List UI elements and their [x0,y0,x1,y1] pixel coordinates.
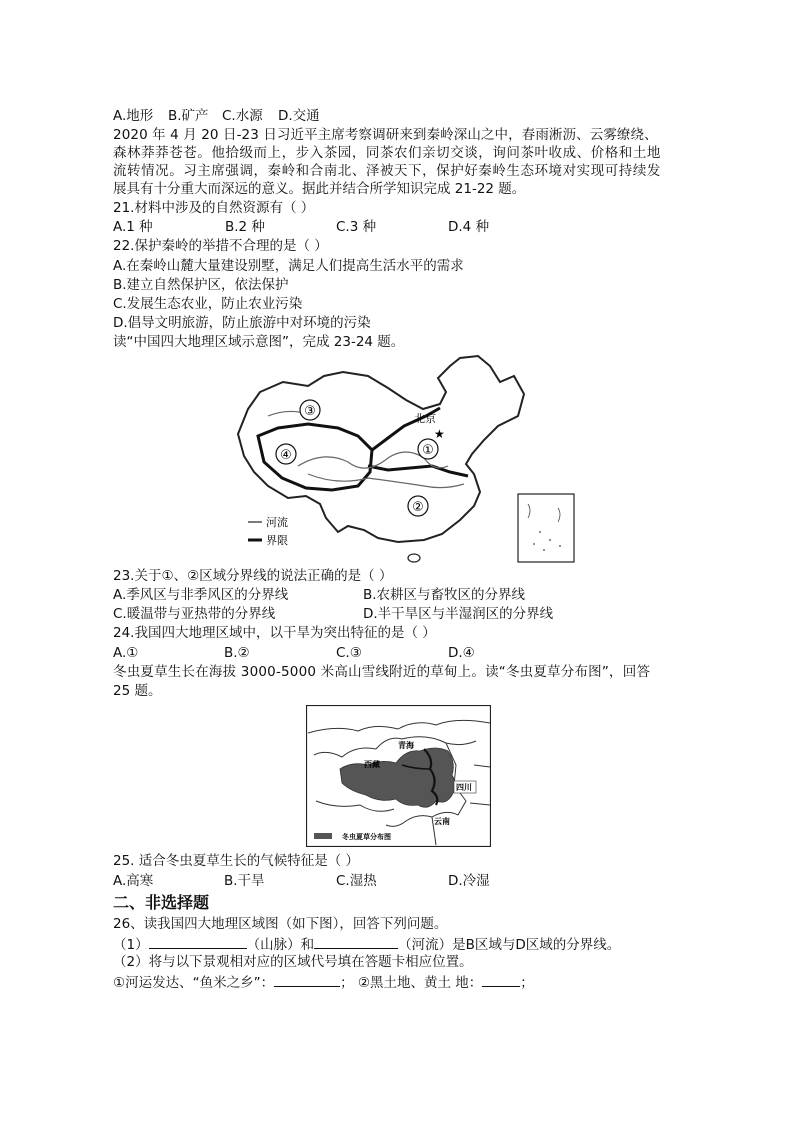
material-line-3: 流转情况。习主席强调，秦岭和合南北、泽被天下，保护好秦岭生态环境对实现可持续发 [113,163,661,179]
q24-option-a: A.① [113,645,139,661]
south-china-sea-inset [518,494,574,562]
q21-stem: 21.材料中涉及的自然资源有（ ） [113,200,315,216]
q25-option-c: C.湿热 [336,873,377,889]
q23-option-c: C.暖温带与亚热带的分界线 [113,606,276,622]
q26-p3-prefix: ①河运发达、“鱼米之乡”： [113,975,275,991]
q22-stem: 22.保护秦岭的举措不合理的是（ ） [113,238,328,254]
q21-option-c: C.3 种 [336,219,377,235]
material-line-1: 2020 年 4 月 20 日-23 日习近平主席考察调研来到秦岭深山之中，春雨淅沥、云雾缭绕、 [113,127,658,143]
q23-option-a: A.季风区与非季风区的分界线 [113,587,289,603]
q26-part-2: （2）将与以下景观相对应的区域代号填在答题卡相应位置。 [113,954,473,970]
legend-swatch [314,833,332,839]
intro-25-line-2: 25 题。 [113,683,162,699]
region-4-marker [276,444,296,464]
q21-option-a: A.1 种 [113,219,153,235]
intro-25-line-1: 冬虫夏草生长在海拔 3000-5000 米高山雪线附近的草甸上。读“冬虫夏草分布图”，回答 [113,664,651,680]
q26-river-blank[interactable] [314,934,398,949]
q26-p1-prefix: （1） [113,937,149,953]
q25-stem: 25. 适合冬虫夏草生长的气候特征是（ ） [113,853,360,869]
legend-boundary: 界限 [266,534,288,547]
q25-option-a: A.高寒 [113,873,154,889]
svg-text:③: ③ [304,404,316,419]
svg-text:①: ① [422,443,434,458]
q22-option-a: A.在秦岭山麓大量建设别墅，满足人们提高生活水平的需求 [113,258,464,274]
region-2-marker [408,496,428,516]
section-2-title: 二、非选择题 [113,893,210,912]
beijing-label: 北京 [414,412,436,425]
q23-option-b: B.农耕区与畜牧区的分界线 [363,587,526,603]
legend-river: 河流 [266,516,288,529]
material-line-2: 森林莽莽苍苍。他拾级而上，步入茶园，同茶农们亲切交谈，询问茶叶收成、价格和土地 [113,145,661,161]
svg-text:②: ② [412,500,424,515]
q22-option-c: C.发展生态农业，防止农业污染 [113,296,303,312]
q26-part-3 [113,972,534,992]
q26-p3-mid: ； ②黑土地、黄土 地： [340,975,483,991]
q24-option-b: B.② [224,645,250,661]
q26-stem: 26、读我国四大地理区域图（如下图），回答下列问题。 [113,916,448,932]
label-sichuan: 四川 [456,783,472,792]
q26-p3-suffix: ； [520,975,534,991]
q22-option-b: B.建立自然保护区，依法保护 [113,277,289,293]
hainan-island [408,554,420,562]
material-line-4: 展具有十分重大而深远的意义。据此并结合所学知识完成 21-22 题。 [113,181,526,197]
svg-text:④: ④ [280,448,292,463]
q23-option-d: D.半干旱区与半湿润区的分界线 [363,606,554,622]
china-regions-map [228,354,588,566]
q20-option-b: B.矿产 [168,108,209,124]
intro-23-24: 读“中国四大地理区域示意图”，完成 23-24 题。 [113,334,405,350]
q24-stem: 24.我国四大地理区域中，以干旱为突出特征的是（ ） [113,625,436,641]
q26-answer-1-blank[interactable] [274,972,340,987]
beijing-star-icon: ★ [434,427,445,441]
q21-option-b: B.2 种 [225,219,265,235]
region-1-marker [418,439,438,459]
q20-option-a: A.地形 [113,108,154,124]
q21-option-d: D.4 种 [448,219,490,235]
cordyceps-map [306,705,491,847]
legend-label: 冬虫夏草分布图 [342,833,391,841]
q25-option-b: B.干旱 [224,873,265,889]
q26-mountain-blank[interactable] [149,934,247,949]
q22-option-d: D.倡导文明旅游，防止旅游中对环境的污染 [113,315,371,331]
q26-answer-2-blank[interactable] [482,972,520,987]
q24-option-d: D.④ [448,645,475,661]
label-qinghai: 青海 [398,741,414,750]
q25-option-d: D.冷湿 [448,873,490,889]
q26-part-1 [113,934,620,954]
q26-p1-suffix: （河流）是B区域与D区域的分界线。 [398,937,621,953]
q23-stem: 23.关于①、②区域分界线的说法正确的是（ ） [113,568,393,584]
label-yunnan: 云南 [434,817,450,826]
q20-option-d: D.交通 [278,108,320,124]
q26-p1-mid: （山脉）和 [246,937,315,953]
q24-option-c: C.③ [336,645,362,661]
region-3-marker [300,400,320,420]
q20-option-c: C.水源 [222,108,263,124]
label-xizang: 西藏 [364,760,380,769]
